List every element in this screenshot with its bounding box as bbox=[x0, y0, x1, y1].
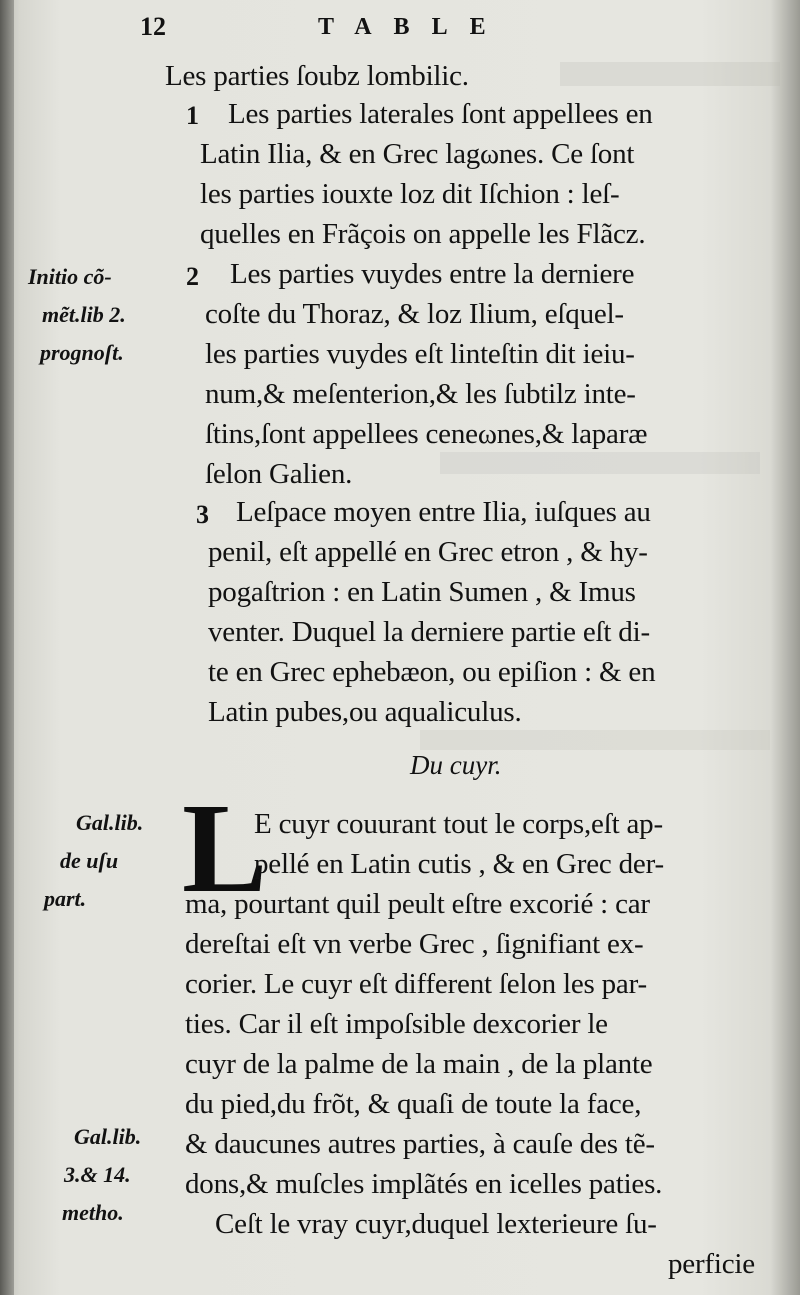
text-line: num,& meſenterion,& les ſubtilz inte- bbox=[205, 378, 636, 410]
heading-line: Les parties ſoubz lombilic. bbox=[165, 60, 469, 92]
text-line: pogaſtrion : en Latin Sumen , & Imus bbox=[208, 576, 636, 608]
marginal-note: Gal.lib. bbox=[74, 1124, 142, 1149]
text-line: ſtins,ſont appellees ceneωnes,& laparæ bbox=[205, 418, 648, 450]
text-line: ma, pourtant quil peult eſtre excorié : car bbox=[185, 888, 650, 920]
text-line: Leſpace moyen entre Ilia, iuſques au bbox=[236, 496, 651, 528]
show-through-shadow bbox=[560, 62, 780, 86]
marginal-note: 3.& 14. bbox=[64, 1162, 131, 1187]
text-line: & daucunes autres parties, à cauſe des tẽ- bbox=[185, 1128, 655, 1160]
text-line: Ceſt le vray cuyr,duquel lexterieure ſu- bbox=[215, 1208, 657, 1240]
text-line: quelles en Frãçois on appelle les Flãcz. bbox=[200, 218, 646, 250]
running-title: TABLE bbox=[318, 14, 508, 40]
text-line: pellé en Latin cutis , & en Grec der- bbox=[254, 848, 664, 880]
text-line: Les parties vuydes entre la derniere bbox=[230, 258, 635, 290]
text-line: cuyr de la palme de la main , de la plante bbox=[185, 1048, 653, 1080]
text-line: perficie bbox=[668, 1248, 755, 1280]
text-line: les parties iouxte loz dit Iſchion : leſ- bbox=[200, 178, 620, 210]
text-line: ſelon Galien. bbox=[205, 458, 353, 490]
text-line: dons,& muſcles implãtés en icelles paties. bbox=[185, 1168, 663, 1200]
marginal-note: mẽt.lib 2. bbox=[42, 302, 126, 327]
text-line: te en Grec ephebæon, ou epiſion : & en bbox=[208, 656, 656, 688]
marginal-note: prognoſt. bbox=[40, 340, 124, 365]
text-line: Les parties laterales ſont appellees en bbox=[228, 98, 653, 130]
text-line: les parties vuydes eſt linteſtin dit ieiu- bbox=[205, 338, 635, 370]
text-line: venter. Duquel la derniere partie eſt di- bbox=[208, 616, 650, 648]
text-line: dereſtai eſt vn verbe Grec , ſignifiant ex- bbox=[185, 928, 644, 960]
marginal-note: Gal.lib. bbox=[76, 810, 144, 835]
marginal-note: part. bbox=[44, 886, 87, 911]
item-number: 3 bbox=[196, 500, 209, 529]
text-line: corier. Le cuyr eſt different ſelon les par- bbox=[185, 968, 647, 1000]
marginal-note: de uſu bbox=[60, 848, 119, 873]
text-line: E cuyr couurant tout le corps,eſt ap- bbox=[254, 808, 663, 840]
binding-gutter bbox=[0, 0, 14, 1295]
item-number: 1 bbox=[186, 101, 199, 130]
section-title: Du cuyr. bbox=[410, 750, 502, 780]
marginal-note: Initio cõ- bbox=[28, 264, 112, 289]
show-through-shadow bbox=[420, 730, 770, 750]
text-line: coſte du Thoraz, & loz Ilium, eſquel- bbox=[205, 298, 624, 330]
marginal-note: metho. bbox=[62, 1200, 124, 1225]
text-line: ties. Car il eſt impoſsible dexcorier le bbox=[185, 1008, 608, 1040]
text-line: Latin Ilia, & en Grec lagωnes. Ce ſont bbox=[200, 138, 635, 170]
drop-cap: L bbox=[182, 777, 268, 919]
text-line: Latin pubes,ou aqualiculus. bbox=[208, 696, 522, 728]
item-number: 2 bbox=[186, 262, 199, 291]
running-header bbox=[0, 12, 800, 46]
text-line: penil, eſt appellé en Grec etron , & hy- bbox=[208, 536, 648, 568]
show-through-shadow bbox=[440, 452, 760, 474]
page-number: 12 bbox=[140, 12, 166, 41]
text-line: du pied,du frõt, & quaſi de toute la face, bbox=[185, 1088, 642, 1120]
